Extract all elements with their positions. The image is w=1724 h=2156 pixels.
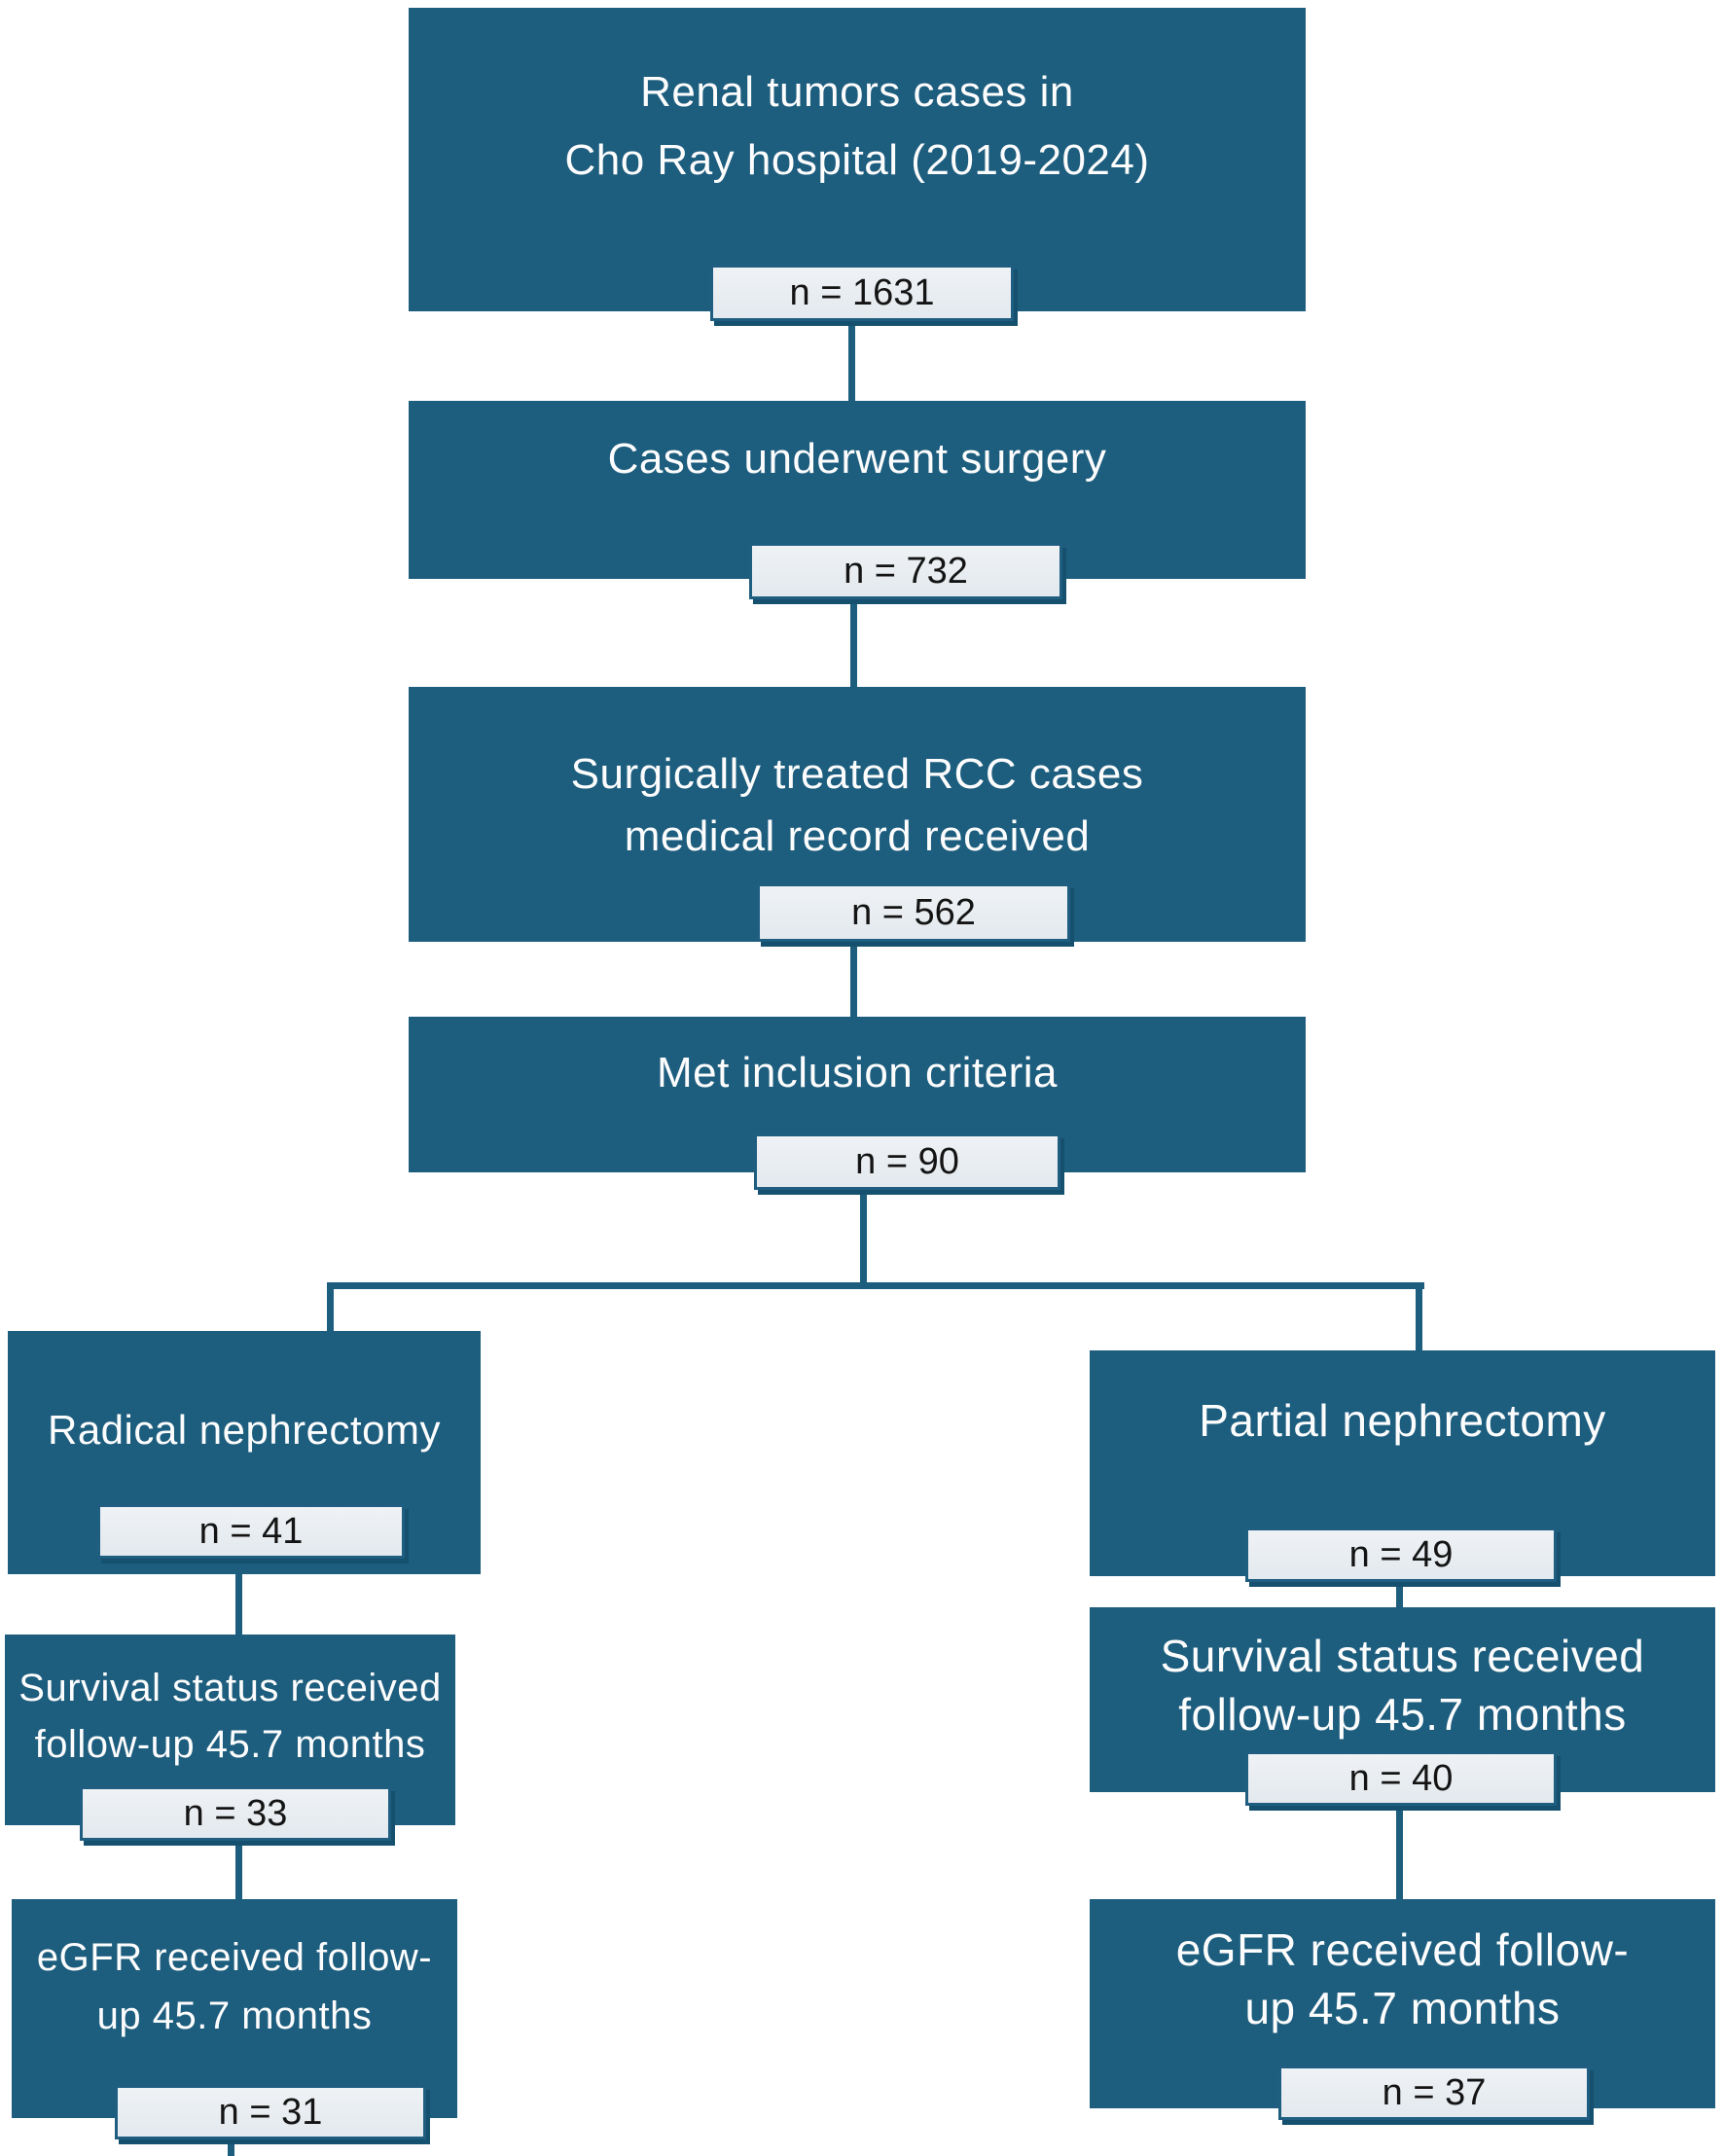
connector-radical-to-survival (235, 1574, 242, 1636)
count-label-egfr-partial: n = 37 (1278, 2066, 1590, 2120)
connector-branch-right-drop (1416, 1282, 1422, 1352)
node-rcc-records-line1: Surgically treated RCC cases (570, 750, 1144, 798)
node-rcc-records-line2: medical record received (624, 812, 1091, 860)
node-survival-radical-line2: follow-up 45.7 months (34, 1723, 426, 1766)
connector-survival-to-egfr-right (1396, 1806, 1403, 1901)
connector-renal-to-surgery (848, 321, 855, 401)
count-label-inclusion: n = 90 (754, 1133, 1060, 1190)
count-label-rcc: n = 562 (757, 883, 1070, 942)
node-egfr-partial-line1: eGFR received follow- (1175, 1924, 1630, 1975)
count-label-renal: n = 1631 (710, 265, 1014, 321)
node-inclusion-criteria-line1: Met inclusion criteria (656, 1049, 1059, 1096)
connector-branch-horizontal (327, 1282, 1424, 1289)
connector-branch-left-drop (327, 1282, 334, 1333)
count-label-survival-radical: n = 33 (80, 1786, 391, 1841)
node-survival-partial-line2: follow-up 45.7 months (1178, 1689, 1627, 1740)
count-label-survival-partial: n = 40 (1245, 1751, 1557, 1806)
connector-egfr-left-stub (228, 2139, 234, 2156)
count-label-radical: n = 41 (97, 1504, 405, 1559)
connector-inclusion-to-branch (860, 1190, 867, 1284)
node-partial-nephrectomy-line1: Partial nephrectomy (1199, 1395, 1606, 1446)
count-label-partial: n = 49 (1245, 1527, 1557, 1582)
connector-surgery-to-rcc (850, 599, 857, 689)
connector-survival-to-egfr-left (235, 1841, 242, 1901)
node-renal-tumors-line1: Renal tumors cases in (640, 68, 1074, 116)
node-egfr-radical-line1: eGFR received follow- (36, 1936, 433, 1979)
node-egfr-radical-line2: up 45.7 months (96, 1994, 373, 2037)
count-label-egfr-radical: n = 31 (115, 2085, 426, 2139)
count-label-surgery: n = 732 (749, 543, 1062, 599)
node-radical-nephrectomy-line1: Radical nephrectomy (47, 1407, 442, 1453)
node-renal-tumors-line2: Cho Ray hospital (2019-2024) (564, 136, 1150, 184)
node-survival-radical-line1: Survival status received (18, 1667, 442, 1709)
node-underwent-surgery-line1: Cases underwent surgery (607, 435, 1107, 483)
connector-partial-to-survival (1396, 1582, 1403, 1609)
connector-rcc-to-inclusion (850, 942, 857, 1017)
node-egfr-partial-line2: up 45.7 months (1244, 1983, 1561, 2033)
node-survival-partial-line1: Survival status received (1160, 1631, 1645, 1681)
